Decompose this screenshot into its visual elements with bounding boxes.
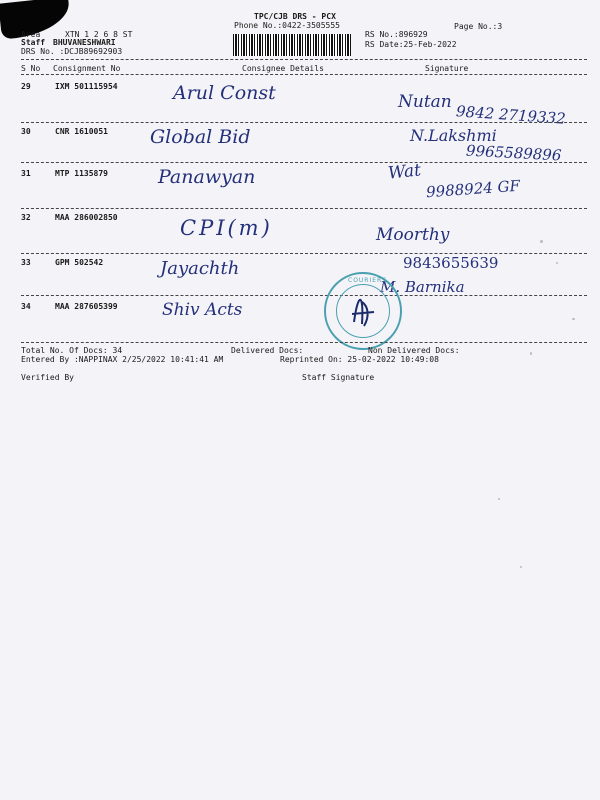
- area-value: XTN 1 2 6 8 ST: [65, 30, 133, 39]
- non-delivered-docs: Non Delivered Docs:: [368, 346, 460, 355]
- delivered-docs: Delivered Docs:: [231, 346, 304, 355]
- scan-speck: [540, 240, 543, 243]
- handwritten-phone: 9988924 GF: [425, 176, 521, 202]
- row-consignment-no: IXM 501115954: [55, 82, 118, 91]
- handwritten-signature: N.Lakshmi: [410, 126, 497, 145]
- handwritten-signature: M. Barnika: [380, 278, 465, 296]
- staff-value: BHUVANESHWARI: [53, 38, 116, 47]
- handwritten-signature: Nutan: [398, 92, 452, 112]
- staff-label: Staff: [21, 38, 46, 47]
- row-sno: 33: [21, 258, 31, 267]
- handwritten-signature: Wat: [387, 160, 422, 184]
- handwritten-consignee: CPI(m): [180, 216, 273, 240]
- scan-speck: [530, 352, 532, 355]
- reprinted-on: Reprinted On: 25-02-2022 10:49:08: [280, 355, 439, 364]
- scan-speck: [572, 318, 575, 320]
- rs-number: RS No.:896929: [365, 30, 428, 39]
- row-consignment-no: MAA 286002850: [55, 213, 118, 222]
- handwritten-phone: 9842 2719332: [455, 102, 567, 128]
- drs-number: DRS No. :DCJB89692903: [21, 47, 123, 56]
- row-sno: 29: [21, 82, 31, 91]
- divider: [21, 342, 587, 343]
- divider: [21, 74, 587, 75]
- handwritten-phone: 9843655639: [403, 254, 499, 272]
- divider: [21, 253, 587, 254]
- handwritten-consignee: Jayachth: [160, 258, 240, 279]
- stamp-text: COURIERS: [348, 277, 388, 284]
- entered-by: Entered By :NAPPINAX 2/25/2022 10:41:41 AM: [21, 355, 224, 364]
- handwritten-phone: 9965589896: [465, 141, 562, 165]
- company-stamp: [324, 272, 402, 350]
- row-consignment-no: CNR 1610051: [55, 127, 108, 136]
- area-label: Area: [21, 30, 41, 39]
- row-consignment-no: MTP 1135879: [55, 169, 108, 178]
- handwritten-consignee: Global Bid: [150, 126, 251, 148]
- divider: [21, 162, 587, 163]
- barcode: [233, 34, 351, 56]
- document-title: TPC/CJB DRS - PCX: [254, 12, 336, 21]
- handwritten-consignee: Arul Const: [173, 82, 276, 104]
- row-consignment-no: MAA 287605399: [55, 302, 118, 311]
- scan-speck: [556, 262, 558, 264]
- scan-speck: [498, 498, 500, 500]
- divider: [21, 122, 587, 123]
- col-consignment: Consignment No: [53, 64, 121, 73]
- divider: [21, 295, 587, 296]
- stamp-signature-icon: [324, 272, 402, 350]
- row-sno: 32: [21, 213, 31, 222]
- handwritten-signature: Moorthy: [376, 225, 450, 245]
- divider: [21, 208, 587, 209]
- row-consignment-no: GPM 502542: [55, 258, 104, 267]
- col-consignee-details: Consignee Details: [242, 64, 324, 73]
- verified-by: Verified By: [21, 373, 74, 382]
- row-sno: 30: [21, 127, 31, 136]
- staff-signature: Staff Signature: [302, 373, 375, 382]
- rs-date: RS Date:25-Feb-2022: [365, 40, 457, 49]
- col-sno: S No: [21, 64, 41, 73]
- handwritten-consignee: Panawyan: [158, 166, 256, 188]
- total-docs: Total No. Of Docs: 34: [21, 346, 123, 355]
- scan-speck: [520, 566, 522, 568]
- row-sno: 31: [21, 169, 31, 178]
- phone-number: Phone No.:0422-3505555: [234, 21, 340, 30]
- handwritten-consignee: Shiv Acts: [162, 300, 243, 320]
- row-sno: 34: [21, 302, 31, 311]
- col-signature: Signature: [425, 64, 469, 73]
- divider: [21, 59, 587, 60]
- page-number: Page No.:3: [454, 22, 503, 31]
